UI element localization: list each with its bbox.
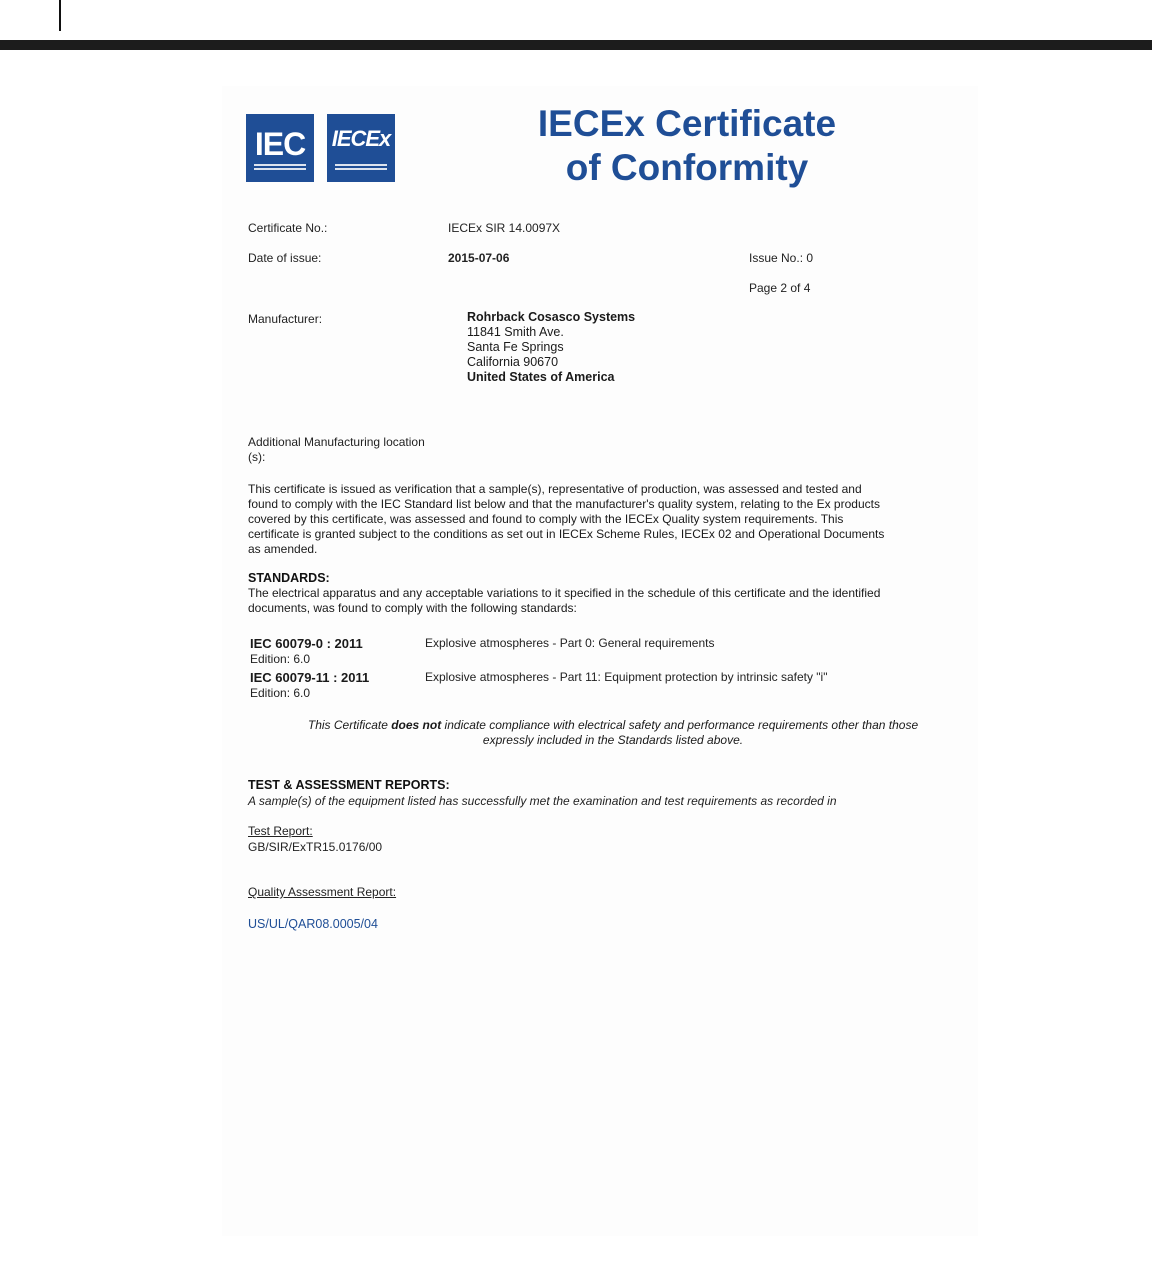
additional-location-label: Additional Manufacturing location (s): <box>248 435 425 464</box>
standard-edition: Edition: 6.0 <box>250 686 311 700</box>
manufacturer-address: Rohrback Cosasco Systems 11841 Smith Ave. Santa Fe Springs California 90670 United States of America <box>467 310 636 384</box>
cert-no-label: Certificate No.: <box>248 221 328 235</box>
standard-code: IEC 60079-11 : 2011 <box>250 670 370 685</box>
top-divider-bar <box>0 40 1152 50</box>
standards-disclaimer: This Certificate does not indicate compliance with electrical safety and performance requirements other than those expressly included in the Standards listed above. <box>307 718 919 747</box>
top-tick-mark <box>59 0 61 31</box>
issue-no: Issue No.: 0 <box>749 251 814 265</box>
date-label: Date of issue: <box>248 251 322 265</box>
test-report-value: GB/SIR/ExTR15.0176/00 <box>248 840 383 854</box>
qar-link[interactable]: US/UL/QAR08.0005/04 <box>248 917 378 931</box>
verification-paragraph: This certificate is issued as verification that a sample(s), representative of production, was assessed and tested and found to comply with the IEC Standard list below and that the manufacturer's quality system, relating to the Ex products covered by this certificate, was assessed and found to comply with the IECEx Quality system requirements. This certificate is granted subject to the conditions as set out in IECEx Scheme Rules, IECEx 02 and Operational Documents as amended. <box>248 482 885 556</box>
date-value: 2015-07-06 <box>448 251 510 265</box>
standards-heading: STANDARDS: <box>248 571 330 585</box>
qar-label: Quality Assessment Report: <box>248 885 397 899</box>
standard-description: Explosive atmospheres - Part 11: Equipment protection by intrinsic safety "i" <box>425 670 828 684</box>
reports-heading: TEST & ASSESSMENT REPORTS: <box>248 778 450 792</box>
standards-intro: The electrical apparatus and any acceptable variations to it specified in the schedule of this certificate and the identified documents, was found to comply with the following standards: <box>248 586 881 615</box>
standard-code: IEC 60079-0 : 2011 <box>250 636 363 651</box>
iecex-logo: IECEx <box>327 114 395 182</box>
iec-logo: IEC <box>246 114 314 182</box>
certificate-page <box>222 86 978 1236</box>
standard-description: Explosive atmospheres - Part 0: General requirements <box>425 636 715 650</box>
reports-intro: A sample(s) of the equipment listed has successfully met the examination and test requirements as recorded in <box>248 794 837 808</box>
test-report-label: Test Report: <box>248 824 313 838</box>
cert-no-value: IECEx SIR 14.0097X <box>448 221 561 235</box>
manufacturer-label: Manufacturer: <box>248 312 323 326</box>
page-number: Page 2 of 4 <box>749 281 811 295</box>
certificate-title: IECEx Certificate of Conformity <box>537 103 837 188</box>
standard-edition: Edition: 6.0 <box>250 652 311 666</box>
